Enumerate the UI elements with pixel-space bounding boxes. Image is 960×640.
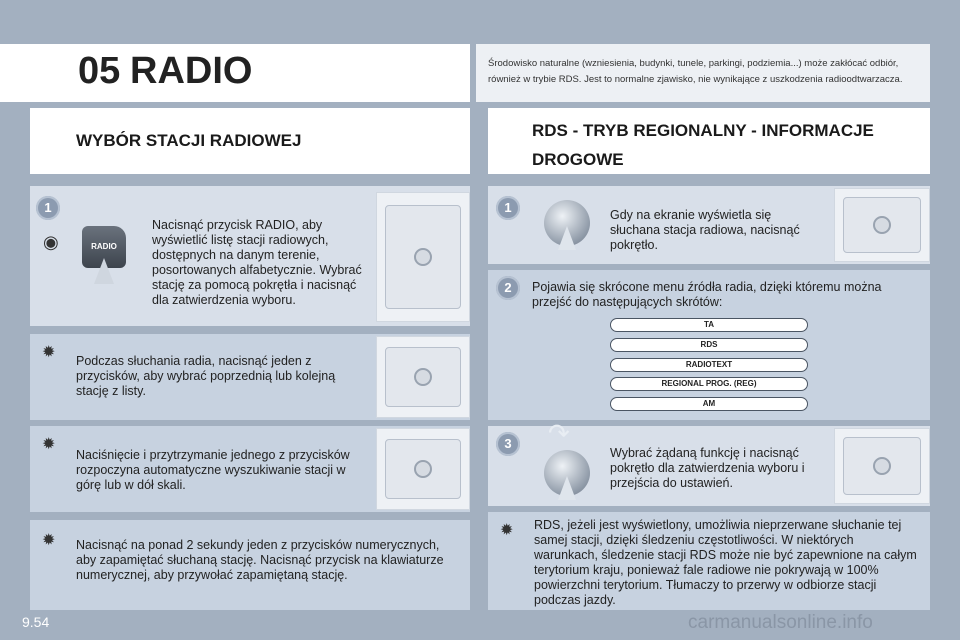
radio-button-image: RADIO	[82, 226, 126, 268]
tip-sun-icon: ✹	[42, 532, 56, 549]
radio-unit-image	[834, 428, 930, 504]
menu-item-regional: REGIONAL PROG. (REG)	[610, 377, 808, 391]
step-badge: 1	[496, 196, 520, 220]
knob-icon	[414, 248, 432, 266]
menu-item-am: AM	[610, 397, 808, 411]
page-number: 9.54	[22, 614, 50, 630]
menu-item-rds: RDS	[610, 338, 808, 352]
right-section-title: RDS - TRYB REGIONALNY - INFORMACJE DROGOWE	[532, 121, 874, 169]
interference-notice: Środowisko naturalne (wzniesienia, budynki, tunele, parkingi, podziemia...) może zakłócać odbiór, również w trybie RDS. Jest to normalne zjawisko, nie wynikające z uszkodzenia radioodtwarzacza.	[476, 44, 930, 102]
rds-step3-text: Wybrać żądaną funkcję i nacisnąć pokrętło dla zatwierdzenia wyboru i przejścia do ustawień.	[610, 446, 805, 490]
tip-sun-icon: ✹	[500, 522, 514, 539]
press-arrow-icon	[558, 226, 576, 250]
warning-icon: ◉	[43, 232, 59, 252]
tip3-text: Nacisnąć na ponad 2 sekundy jeden z przycisków numerycznych, aby zapamiętać słuchaną stację. Nacisnąć przycisk na klawiaturze numerycznej, aby przywołać zapamiętaną stację.	[76, 538, 444, 582]
knob-icon	[873, 457, 891, 475]
radio-unit-image	[834, 188, 930, 262]
chapter-number: 05	[78, 50, 121, 92]
press-arrow-icon	[558, 476, 576, 500]
rotate-arrow-icon: ↷	[548, 418, 570, 448]
rds-step1-text: Gdy na ekranie wyświetla się słuchana stacja radiowa, nacisnąć pokrętło.	[610, 208, 800, 252]
rds-step2-text: Pojawia się skrócone menu źródła radia, dzięki któremu można przejść do następujących skrótów:	[532, 280, 882, 309]
menu-item-ta: TA	[610, 318, 808, 332]
radio-unit-image	[376, 192, 470, 322]
menu-item-radiotext: RADIOTEXT	[610, 358, 808, 372]
step-badge: 1	[36, 196, 60, 220]
radio-unit-image	[376, 428, 470, 510]
step-badge: 3	[496, 432, 520, 456]
left-section-title: WYBÓR STACJI RADIOWEJ	[76, 131, 302, 150]
rds-tip-text: RDS, jeżeli jest wyświetlony, umożliwia nieprzerwane słuchanie tej samej stacji, dzięki śledzeniu częstotliwości. W niektórych warunkach, śledzenie stacji RDS może nie być zapewnione na całym terytorium kraju, ponieważ fale radiowe nie pokrywają w 100% powierzchni terytorium. Tłumaczy to przerwy w odbiorze stacji podczas jazdy.	[534, 518, 917, 607]
tip-sun-icon: ✹	[42, 344, 56, 361]
knob-icon	[414, 460, 432, 478]
tip1-text: Podczas słuchania radia, nacisnąć jeden z przycisków, aby wybrać poprzednią lub kolejną stację z listy.	[76, 354, 336, 398]
knob-icon	[414, 368, 432, 386]
watermark: carmanualsonline.info	[688, 612, 873, 633]
step-badge: 2	[496, 276, 520, 300]
tip-sun-icon: ✹	[42, 436, 56, 453]
chapter-title: RADIO	[130, 50, 253, 92]
knob-icon	[873, 216, 891, 234]
radio-unit-image	[376, 336, 470, 418]
tip2-text: Naciśnięcie i przytrzymanie jednego z przycisków rozpoczyna automatyczne wyszukiwanie stacji w górę lub w dół skali.	[76, 448, 350, 492]
press-arrow-icon	[94, 258, 114, 284]
step1-text: Nacisnąć przycisk RADIO, aby wyświetlić listę stacji radiowych, dostępnych na danym terenie, posortowanych alfabetycznie. Wybrać stację za pomocą pokrętła i nacisnąć dla zatwierdzenia wyboru.	[152, 218, 362, 307]
